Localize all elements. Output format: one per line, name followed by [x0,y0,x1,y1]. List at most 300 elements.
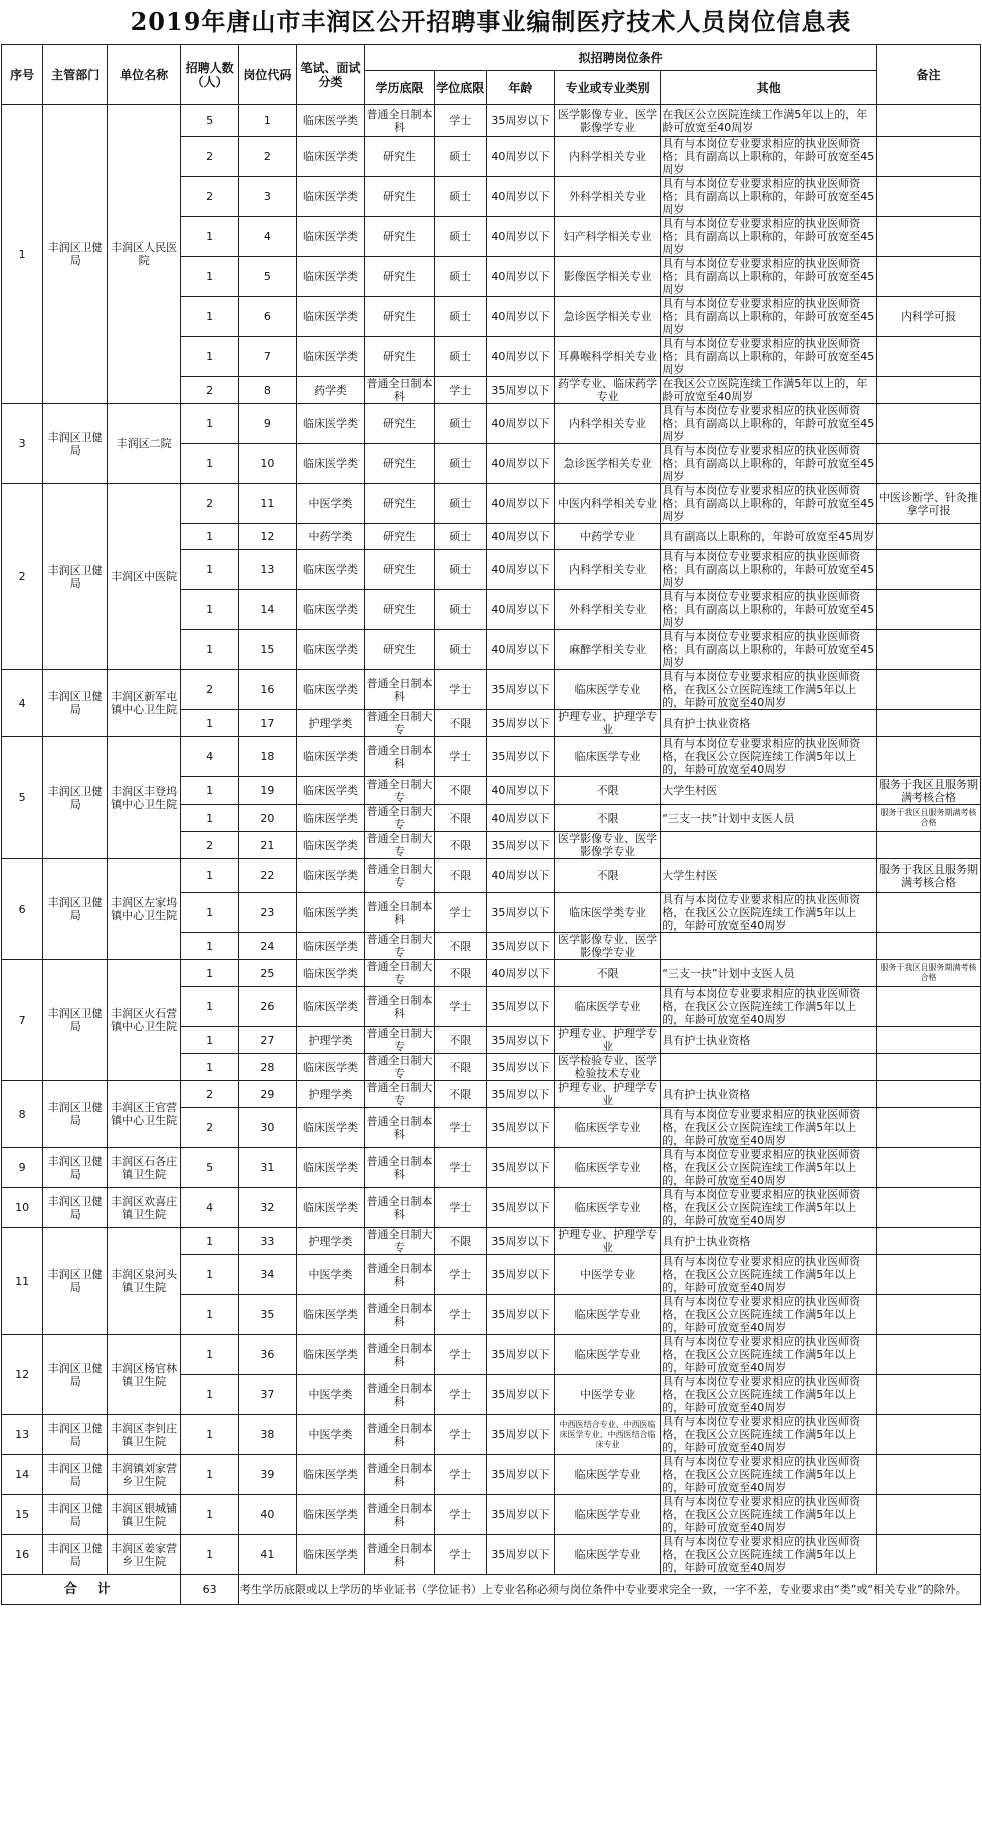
cell-edu: 普通全日制本科 [365,1188,435,1228]
cell-other: 具有与本岗位专业要求相应的执业医师资格；具有副高以上职称的，年龄可放宽至45周岁 [661,404,877,444]
cell-edu: 普通全日制本科 [365,1375,435,1415]
cell-code: 27 [239,1027,297,1054]
cell-exam: 临床医学类 [296,1108,364,1148]
cell-degree: 硕士 [434,404,486,444]
cell-age: 35周岁以下 [486,1081,554,1108]
cell-other: 具有与本岗位专业要求相应的执业医师资格，在我区公立医院连续工作满5年以上的，年龄可放宽至40周岁 [661,1108,877,1148]
cell-count: 1 [181,777,239,805]
cell-code: 13 [239,550,297,590]
cell-age: 35周岁以下 [486,1188,554,1228]
cell-edu: 普通全日制本科 [365,1108,435,1148]
cell-age: 40周岁以下 [486,444,554,484]
cell-exam: 中医学类 [296,1255,364,1295]
cell-exam: 临床医学类 [296,444,364,484]
cell-exam: 临床医学类 [296,105,364,137]
cell-major: 医学影像专业、医学影像学专业 [555,105,661,137]
cell-age: 40周岁以下 [486,524,554,550]
cell-age: 40周岁以下 [486,137,554,177]
cell-exam: 临床医学类 [296,893,364,933]
cell-other: 具有与本岗位专业要求相应的执业医师资格，在我区公立医院连续工作满5年以上的，年龄可放宽至40周岁 [661,1535,877,1575]
cell-age: 40周岁以下 [486,590,554,630]
cell-degree: 不限 [434,805,486,832]
cell-exam: 中医学类 [296,1375,364,1415]
cell-age: 40周岁以下 [486,257,554,297]
cell-major: 临床医学专业 [555,1335,661,1375]
cell-other: 具有与本岗位专业要求相应的执业医师资格，在我区公立医院连续工作满5年以上的，年龄可放宽至40周岁 [661,1148,877,1188]
table-row [2,105,981,137]
cell-other: “三支一扶”计划中支医人员 [661,805,877,832]
cell-edu: 普通全日制大专 [365,859,435,893]
cell-dept: 丰润区卫健局 [43,737,108,859]
cell-other: 具有与本岗位专业要求相应的执业医师资格，在我区公立医院连续工作满5年以上的，年龄可放宽至40周岁 [661,737,877,777]
cell-remark: 内科学可报 [877,297,981,337]
cell-dept: 丰润区卫健局 [43,670,108,737]
cell-dept: 丰润区卫健局 [43,404,108,484]
cell-major: 外科学相关专业 [555,177,661,217]
cell-degree: 不限 [434,1081,486,1108]
cell-major: 不限 [555,777,661,805]
cell-exam: 临床医学类 [296,1295,364,1335]
cell-other: 具有副高以上职称的，年龄可放宽至45周岁 [661,524,877,550]
cell-edu: 研究生 [365,550,435,590]
cell-major: 急诊医学相关专业 [555,297,661,337]
cell-degree: 不限 [434,777,486,805]
cell-age: 40周岁以下 [486,337,554,377]
cell-seq: 2 [2,484,43,670]
cell-other: 具有与本岗位专业要求相应的执业医师资格，在我区公立医院连续工作满5年以上的，年龄可放宽至40周岁 [661,1255,877,1295]
cell-degree: 硕士 [434,217,486,257]
cell-remark [877,1335,981,1375]
cell-unit: 丰润镇刘家营乡卫生院 [108,1455,181,1495]
cell-dept: 丰润区卫健局 [43,1148,108,1188]
table-body [2,105,981,1575]
cell-edu: 普通全日制本科 [365,105,435,137]
cell-major: 护理专业、护理学专业 [555,1228,661,1255]
cell-unit: 丰润区二院 [108,404,181,484]
cell-other: 具有护士执业资格 [661,1027,877,1054]
cell-edu: 普通全日制大专 [366,933,433,959]
total-label: 合 计 [2,1575,181,1605]
cell-remark [877,1415,981,1455]
cell-remark [877,630,981,670]
cell-edu: 普通全日制大专 [366,960,433,986]
cell-count: 1 [181,893,239,933]
cell-remark [877,1535,981,1575]
cell-edu: 普通全日制本科 [365,987,435,1027]
cell-degree: 学士 [434,1375,486,1415]
cell-age: 35周岁以下 [486,1228,554,1255]
cell-dept: 丰润区卫健局 [43,484,108,670]
cell-count: 5 [181,105,239,137]
cell-remark [877,550,981,590]
col-conditions: 拟招聘岗位条件 [365,45,877,71]
cell-remark [877,893,981,933]
cell-count: 1 [181,1535,239,1575]
cell-dept: 丰润区卫健局 [43,960,108,1081]
cell-degree: 不限 [434,960,486,987]
cell-edu: 研究生 [365,524,435,550]
cell-exam: 护理学类 [296,1027,364,1054]
table-row [2,1228,981,1255]
cell-major: 医学影像专业、医学影像学专业 [555,832,661,859]
cell-count: 4 [181,1188,239,1228]
cell-edu: 普通全日制本科 [365,1295,435,1335]
cell-seq: 4 [2,670,43,737]
footer-note: 考生学历底限或以上学历的毕业证书（学位证书）上专业名称必须与岗位条件中专业要求完全一致，一字不差，专业要求由“类”或“相关专业”的除外。 [239,1575,981,1605]
cell-remark [877,1054,981,1081]
cell-code: 1 [239,105,297,137]
table-row [2,1415,981,1455]
cell-other: 具有与本岗位专业要求相应的执业医师资格；具有副高以上职称的，年龄可放宽至45周岁 [661,630,877,670]
cell-dept: 丰润区卫健局 [43,105,108,404]
cell-exam: 临床医学类 [296,590,364,630]
cell-edu: 普通全日制本科 [365,1335,435,1375]
cell-age: 35周岁以下 [486,1455,554,1495]
cell-seq: 9 [2,1148,43,1188]
cell-code: 39 [239,1455,297,1495]
cell-remark [877,1081,981,1108]
cell-degree: 学士 [434,1108,486,1148]
cell-exam: 护理学类 [296,1081,364,1108]
cell-major: 妇产科学相关专业 [555,217,661,257]
cell-code: 21 [239,832,297,859]
cell-edu: 研究生 [365,337,435,377]
cell-other: 具有与本岗位专业要求相应的执业医师资格，在我区公立医院连续工作满5年以上的，年龄可放宽至40周岁 [661,1188,877,1228]
table-row [2,670,981,710]
cell-major: 不限 [555,859,661,893]
col-dept: 主管部门 [43,45,108,105]
col-age: 年龄 [486,71,554,105]
cell-degree: 学士 [434,1455,486,1495]
cell-major: 临床医学专业 [555,1108,661,1148]
cell-degree: 学士 [434,1295,486,1335]
cell-exam: 临床医学类 [296,859,364,893]
positions-table [1,44,981,1605]
cell-degree: 学士 [434,1415,486,1455]
cell-edu: 普通全日制大专 [366,1228,433,1254]
cell-degree: 硕士 [434,550,486,590]
cell-exam: 临床医学类 [296,550,364,590]
cell-major: 中医学专业 [555,1255,661,1295]
cell-degree: 不限 [434,832,486,859]
cell-seq: 3 [2,404,43,484]
cell-dept: 丰润区卫健局 [43,1335,108,1415]
total-row [2,1575,981,1605]
cell-edu: 普通全日制大专 [366,832,433,858]
cell-major: 外科学相关专业 [555,590,661,630]
cell-count: 1 [181,1375,239,1415]
cell-remark: 中医诊断学、针灸推拿学可报 [877,484,981,524]
cell-dept: 丰润区卫健局 [43,1081,108,1148]
table-row [2,1335,981,1375]
cell-code: 36 [239,1335,297,1375]
cell-major: 护理专业、护理学专业 [555,1027,661,1054]
cell-exam: 临床医学类 [296,960,364,987]
cell-degree: 学士 [434,1535,486,1575]
cell-count: 1 [181,960,239,987]
cell-count: 1 [181,550,239,590]
cell-degree: 学士 [434,377,486,404]
cell-remark: 服务于我区且服务期满考核合格 [877,960,981,987]
cell-remark [877,1495,981,1535]
cell-age: 35周岁以下 [486,1375,554,1415]
cell-major: 医学检验专业、医学检验技术专业 [555,1054,661,1081]
cell-age: 35周岁以下 [486,1108,554,1148]
cell-age: 40周岁以下 [486,297,554,337]
cell-exam: 临床医学类 [296,1535,364,1575]
cell-exam: 临床医学类 [296,1455,364,1495]
cell-other: 在我区公立医院连续工作满5年以上的，年龄可放宽至40周岁 [661,105,877,137]
cell-other: 具有与本岗位专业要求相应的执业医师资格，在我区公立医院连续工作满5年以上的，年龄可放宽至40周岁 [661,1495,877,1535]
cell-edu: 普通全日制本科 [365,670,435,710]
cell-remark [877,987,981,1027]
cell-age: 40周岁以下 [486,217,554,257]
cell-count: 1 [181,630,239,670]
cell-other: 具有与本岗位专业要求相应的执业医师资格；具有副高以上职称的，年龄可放宽至45周岁 [661,484,877,524]
table-row [2,1495,981,1535]
cell-edu: 普通全日制本科 [365,1495,435,1535]
cell-edu: 普通全日制本科 [365,737,435,777]
cell-dept: 丰润区卫健局 [43,1495,108,1535]
table-row [2,1148,981,1188]
cell-age: 35周岁以下 [486,832,554,859]
cell-remark [877,105,981,137]
cell-major: 不限 [555,960,661,987]
cell-degree: 不限 [434,1054,486,1081]
cell-count: 1 [181,1495,239,1535]
cell-edu: 普通全日制本科 [365,1255,435,1295]
cell-age: 35周岁以下 [486,1295,554,1335]
cell-code: 16 [239,670,297,710]
cell-other: 具有与本岗位专业要求相应的执业医师资格，在我区公立医院连续工作满5年以上的，年龄可放宽至40周岁 [661,893,877,933]
cell-count: 1 [181,524,239,550]
cell-count: 1 [181,590,239,630]
cell-age: 35周岁以下 [486,710,554,737]
cell-count: 1 [181,444,239,484]
cell-remark [877,337,981,377]
cell-unit: 丰润区李钊庄镇卫生院 [108,1415,181,1455]
cell-code: 10 [239,444,297,484]
cell-remark [877,1027,981,1054]
cell-count: 1 [181,1415,239,1455]
cell-exam: 临床医学类 [296,404,364,444]
cell-age: 40周岁以下 [486,177,554,217]
cell-degree: 硕士 [434,137,486,177]
cell-count: 1 [181,1054,239,1081]
cell-seq: 11 [2,1228,43,1335]
cell-age: 35周岁以下 [486,670,554,710]
cell-unit: 丰润区人民医院 [108,105,181,404]
cell-exam: 临床医学类 [296,670,364,710]
cell-dept: 丰润区卫健局 [43,1455,108,1495]
cell-degree: 学士 [434,987,486,1027]
cell-degree: 学士 [434,670,486,710]
cell-exam: 临床医学类 [296,737,364,777]
cell-exam: 临床医学类 [296,1335,364,1375]
cell-seq: 1 [2,105,43,404]
cell-code: 4 [239,217,297,257]
cell-other: “三支一扶”计划中支医人员 [661,960,877,987]
cell-remark [877,1148,981,1188]
cell-count: 2 [181,484,239,524]
cell-code: 30 [239,1108,297,1148]
cell-major: 中西医结合专业、中西医临床医学专业、中西医结合临床专业 [555,1415,661,1455]
cell-age: 35周岁以下 [486,1335,554,1375]
cell-code: 12 [239,524,297,550]
cell-remark [877,1108,981,1148]
table-header [2,45,981,105]
cell-remark [877,1375,981,1415]
cell-edu: 研究生 [365,404,435,444]
cell-major: 护理专业、护理学专业 [555,1081,661,1108]
cell-unit: 丰润区中医院 [108,484,181,670]
cell-seq: 7 [2,960,43,1081]
cell-degree: 学士 [434,737,486,777]
cell-major: 内科学相关专业 [555,550,661,590]
cell-count: 1 [181,257,239,297]
table-row [2,1188,981,1228]
cell-major: 中医学专业 [555,1375,661,1415]
cell-remark: 服务于我区且服务期满考核合格 [877,777,981,805]
cell-exam: 药学类 [296,377,364,404]
cell-other [661,1054,877,1081]
cell-remark [877,217,981,257]
cell-age: 35周岁以下 [486,377,554,404]
cell-exam: 临床医学类 [296,337,364,377]
cell-exam: 临床医学类 [296,987,364,1027]
cell-degree: 学士 [434,1255,486,1295]
cell-other: 具有与本岗位专业要求相应的执业医师资格；具有副高以上职称的，年龄可放宽至45周岁 [661,337,877,377]
cell-major: 护理专业、护理学专业 [555,710,661,737]
cell-degree: 学士 [434,1335,486,1375]
cell-major: 临床医学专业 [555,1495,661,1535]
cell-code: 19 [239,777,297,805]
cell-unit: 丰润区姜家营乡卫生院 [108,1535,181,1575]
cell-major: 临床医学专业 [555,987,661,1027]
cell-age: 35周岁以下 [486,1535,554,1575]
table-row [2,960,981,987]
cell-count: 1 [181,1335,239,1375]
cell-remark [877,377,981,404]
cell-edu: 普通全日制大专 [366,1081,433,1107]
cell-degree: 学士 [434,1495,486,1535]
cell-other [661,933,877,960]
cell-remark: 服务于我区且服务期满考核合格 [877,805,981,832]
cell-edu: 普通全日制大专 [366,777,433,804]
cell-unit: 丰润区杨官林镇卫生院 [108,1335,181,1415]
cell-exam: 中药学类 [296,524,364,550]
cell-edu: 研究生 [365,484,435,524]
cell-degree: 不限 [434,1228,486,1255]
cell-edu: 普通全日制大专 [366,1054,433,1080]
cell-remark [877,137,981,177]
cell-code: 33 [239,1228,297,1255]
cell-exam: 临床医学类 [296,1188,364,1228]
cell-exam: 临床医学类 [296,805,364,832]
cell-code: 15 [239,630,297,670]
cell-other: 具有与本岗位专业要求相应的执业医师资格，在我区公立医院连续工作满5年以上的，年龄可放宽至40周岁 [661,670,877,710]
cell-degree: 不限 [434,710,486,737]
cell-unit: 丰润区欢喜庄镇卫生院 [108,1188,181,1228]
cell-other: 具有与本岗位专业要求相应的执业医师资格，在我区公立医院连续工作满5年以上的，年龄可放宽至40周岁 [661,1455,877,1495]
cell-age: 35周岁以下 [486,1027,554,1054]
cell-dept: 丰润区卫健局 [43,1228,108,1335]
cell-degree: 硕士 [434,444,486,484]
cell-edu: 研究生 [365,137,435,177]
cell-age: 40周岁以下 [486,805,554,832]
cell-code: 28 [239,1054,297,1081]
cell-edu: 研究生 [365,257,435,297]
cell-code: 38 [239,1415,297,1455]
cell-other: 大学生村医 [661,777,877,805]
cell-seq: 10 [2,1188,43,1228]
cell-other: 具有与本岗位专业要求相应的执业医师资格，在我区公立医院连续工作满5年以上的，年龄可放宽至40周岁 [661,1415,877,1455]
cell-other: 具有与本岗位专业要求相应的执业医师资格，在我区公立医院连续工作满5年以上的，年龄可放宽至40周岁 [661,987,877,1027]
cell-other: 具有与本岗位专业要求相应的执业医师资格；具有副高以上职称的，年龄可放宽至45周岁 [661,137,877,177]
cell-other: 具有与本岗位专业要求相应的执业医师资格，在我区公立医院连续工作满5年以上的，年龄可放宽至40周岁 [661,1295,877,1335]
cell-count: 1 [181,859,239,893]
cell-other: 具有护士执业资格 [661,710,877,737]
cell-code: 8 [239,377,297,404]
cell-remark [877,1455,981,1495]
cell-major: 临床医学专业 [555,1188,661,1228]
cell-other: 具有与本岗位专业要求相应的执业医师资格；具有副高以上职称的，年龄可放宽至45周岁 [661,590,877,630]
cell-edu: 研究生 [365,444,435,484]
cell-count: 2 [181,177,239,217]
table-row [2,484,981,524]
cell-seq: 14 [2,1455,43,1495]
cell-edu: 普通全日制本科 [365,1535,435,1575]
cell-other [661,832,877,859]
cell-degree: 不限 [434,933,486,960]
cell-seq: 13 [2,1415,43,1455]
col-exam: 笔试、面试分类 [296,45,364,105]
cell-edu: 研究生 [365,297,435,337]
cell-count: 5 [181,1148,239,1188]
cell-age: 40周岁以下 [486,859,554,893]
cell-exam: 临床医学类 [296,1148,364,1188]
cell-unit: 丰润区银城铺镇卫生院 [108,1495,181,1535]
cell-exam: 中医学类 [296,1415,364,1455]
cell-other: 具有与本岗位专业要求相应的执业医师资格，在我区公立医院连续工作满5年以上的，年龄可放宽至40周岁 [661,1375,877,1415]
cell-age: 35周岁以下 [486,1415,554,1455]
cell-code: 41 [239,1535,297,1575]
cell-age: 40周岁以下 [486,960,554,987]
cell-remark [877,524,981,550]
cell-major: 中医内科学相关专业 [555,484,661,524]
cell-code: 35 [239,1295,297,1335]
cell-code: 32 [239,1188,297,1228]
cell-unit: 丰润区丰登坞镇中心卫生院 [108,737,181,859]
cell-unit: 丰润区石各庄镇卫生院 [108,1148,181,1188]
cell-code: 40 [239,1495,297,1535]
cell-code: 22 [239,859,297,893]
table-row [2,1455,981,1495]
cell-other: 具有与本岗位专业要求相应的执业医师资格；具有副高以上职称的，年龄可放宽至45周岁 [661,550,877,590]
col-count: 招聘人数（人） [181,45,239,105]
cell-major: 临床医学专业 [555,1535,661,1575]
col-seq: 序号 [2,45,43,105]
cell-count: 1 [181,217,239,257]
table-row [2,859,981,893]
cell-code: 29 [239,1081,297,1108]
col-other: 其他 [661,71,877,105]
cell-age: 35周岁以下 [486,1255,554,1295]
cell-age: 35周岁以下 [486,737,554,777]
cell-count: 2 [181,377,239,404]
col-degree: 学位底限 [434,71,486,105]
cell-exam: 临床医学类 [296,933,364,960]
